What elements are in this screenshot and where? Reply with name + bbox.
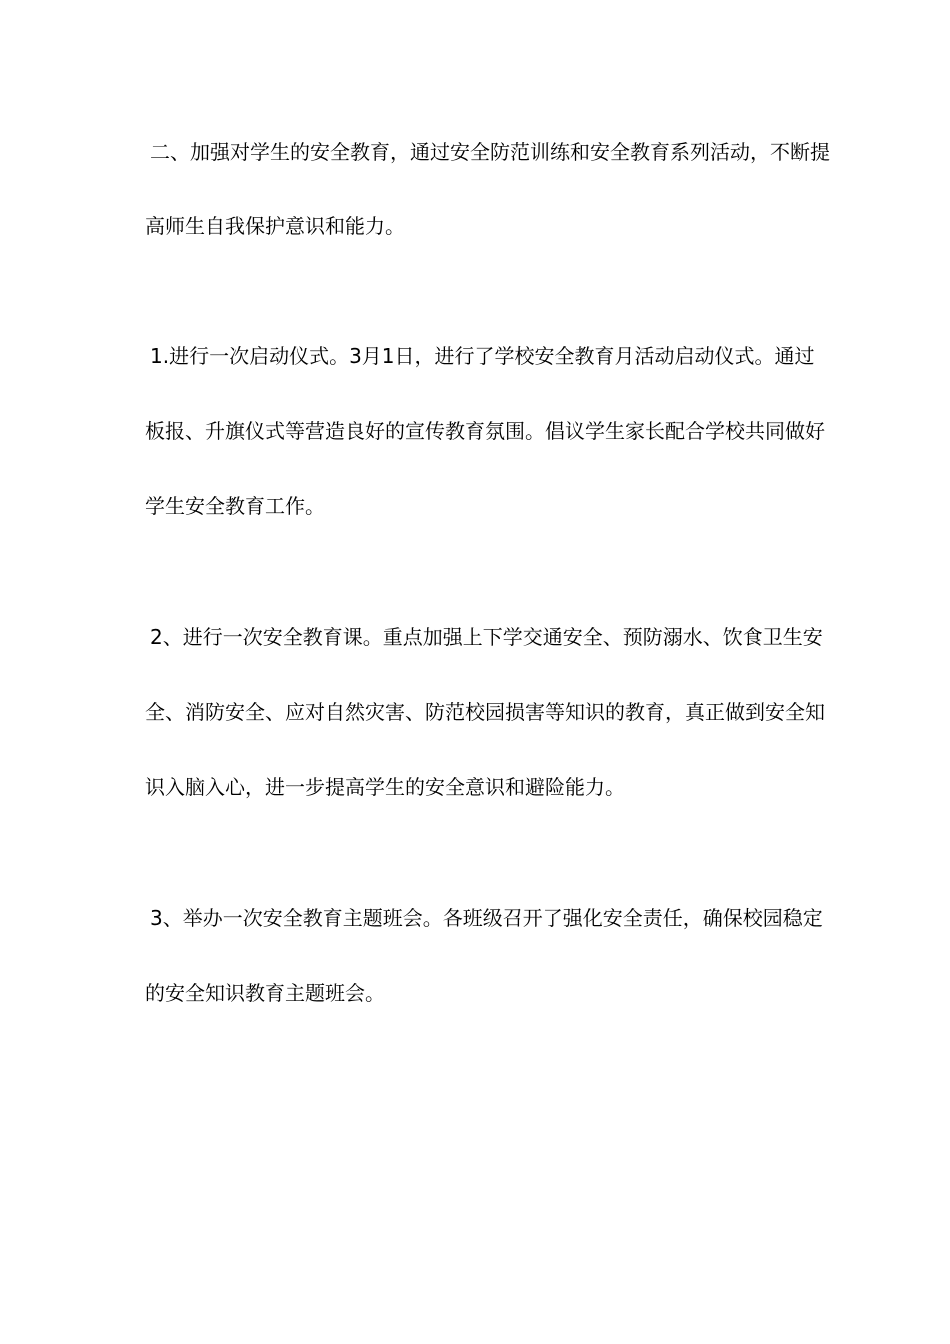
item-1-line-1: 1.进行一次启动仪式。3月1日，进行了学校安全教育月活动启动仪式。通过 — [150, 344, 815, 368]
item-2-line-1: 2、进行一次安全教育课。重点加强上下学交通安全、预防溺水、饮食卫生安 — [150, 625, 823, 649]
item-1-line-3: 学生安全教育工作。 — [145, 494, 325, 518]
section-two-line-1: 二、加强对学生的安全教育，通过安全防范训练和安全教育系列活动，不断提 — [150, 140, 830, 164]
item-1-line-2: 板报、升旗仪式等营造良好的宣传教育氛围。倡议学生家长配合学校共同做好 — [145, 419, 825, 443]
section-two-line-2: 高师生自我保护意识和能力。 — [145, 214, 405, 238]
item-3-line-1: 3、举办一次安全教育主题班会。各班级召开了强化安全责任，确保校园稳定 — [150, 906, 823, 930]
item-2-line-3: 识入脑入心，进一步提高学生的安全意识和避险能力。 — [145, 775, 625, 799]
item-2-line-2: 全、消防安全、应对自然灾害、防范校园损害等知识的教育，真正做到安全知 — [145, 700, 825, 724]
item-3-line-2: 的安全知识教育主题班会。 — [145, 981, 385, 1005]
